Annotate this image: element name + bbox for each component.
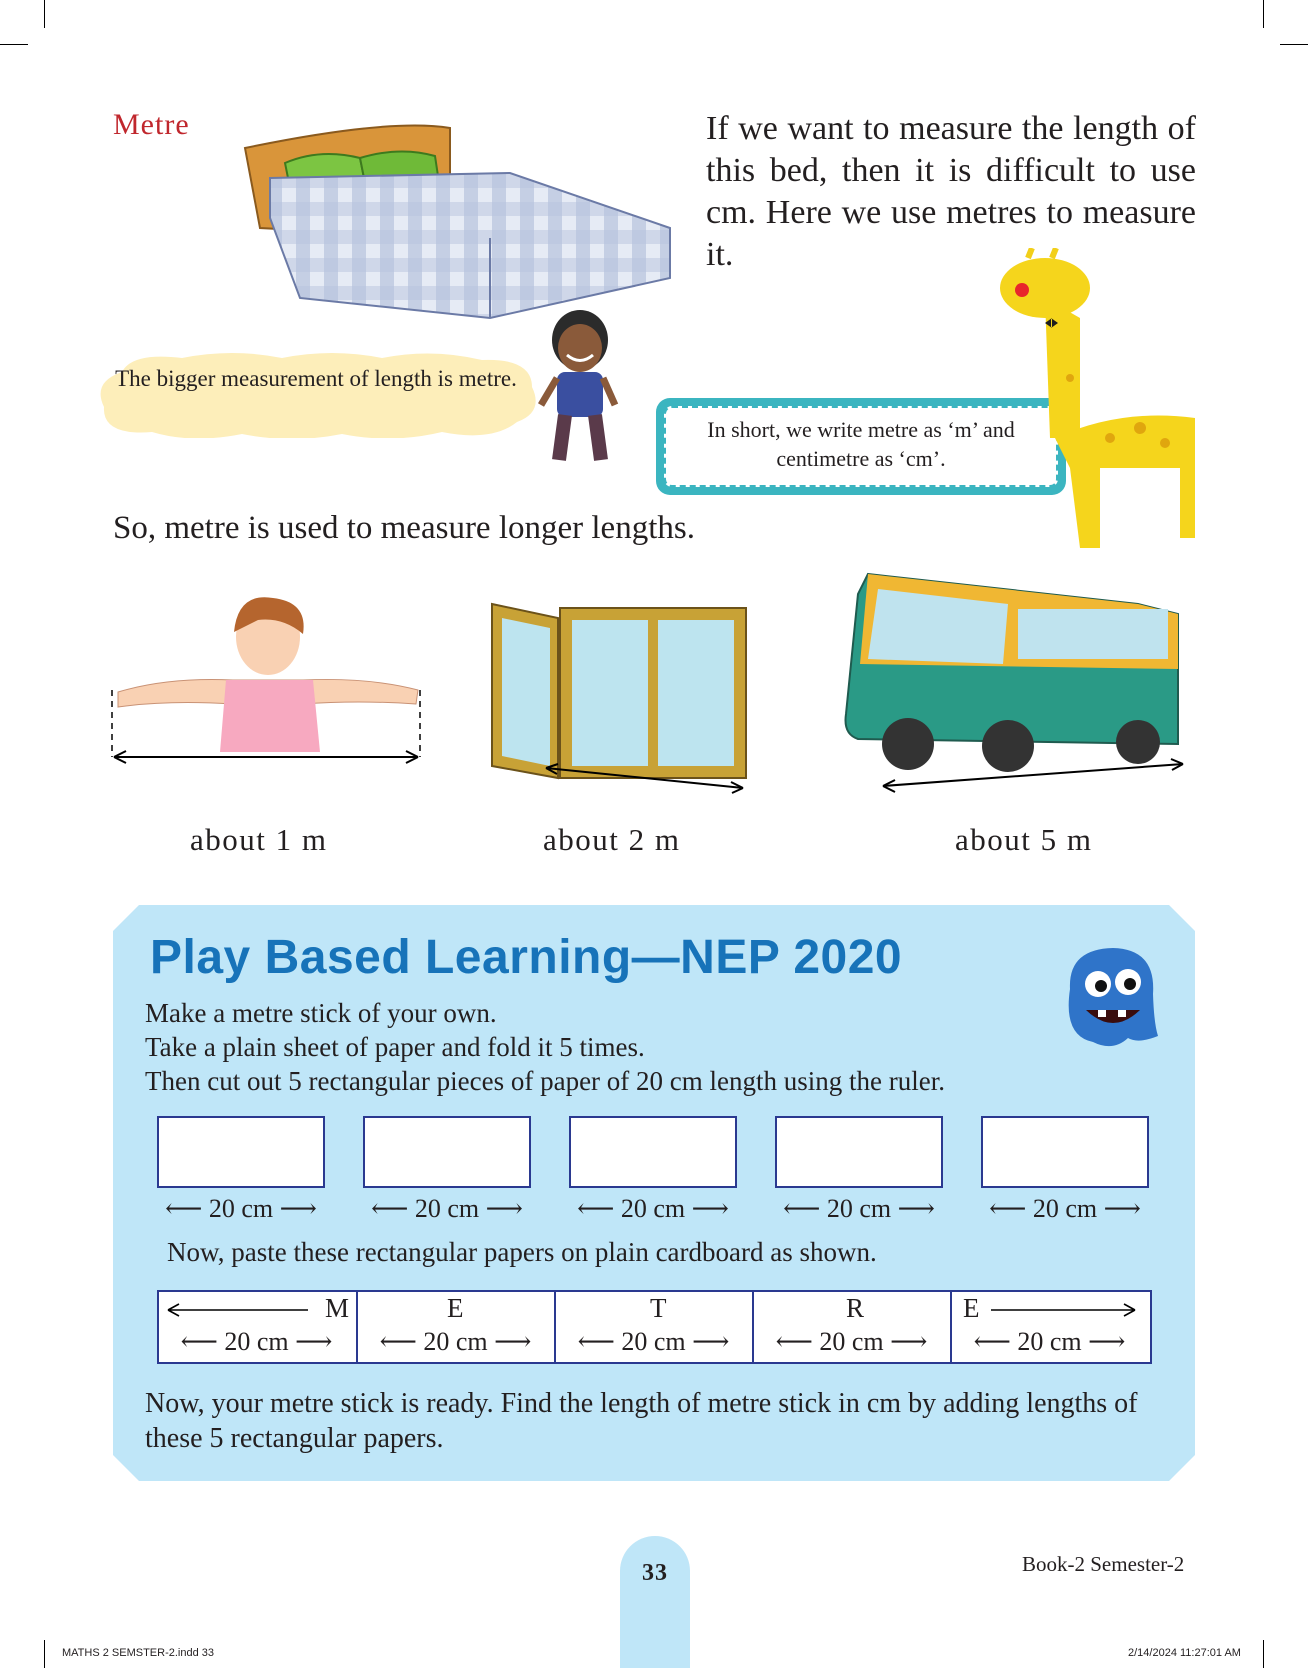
caption-5m: about 5 m [955, 822, 1093, 857]
step-line: Then cut out 5 rectangular pieces of paper of 20 cm length using the ruler. [145, 1066, 945, 1096]
arrow-left-icon: ⟵ [379, 1327, 417, 1356]
stick-letter: T [650, 1293, 667, 1323]
stick-label-text: 20 cm [621, 1327, 686, 1356]
section-title: Metre [113, 108, 190, 141]
stick-label [357, 1327, 554, 1357]
arrow-right-icon: ⟶ [295, 1327, 333, 1356]
crop-mark [1263, 1640, 1264, 1668]
arrow-right-icon: ⟶ [1088, 1327, 1126, 1356]
window-illustration [488, 598, 758, 798]
stick-label [555, 1327, 752, 1357]
paper-piece [981, 1116, 1149, 1188]
crop-mark [1280, 44, 1308, 45]
caption-1m: about 1 m [190, 822, 328, 857]
paste-instruction: Now, paste these rectangular papers on plain cardboard as shown. [167, 1237, 877, 1267]
arrow-right-icon: ⟶ [485, 1194, 523, 1223]
piece-label-text: 20 cm [208, 1194, 274, 1223]
blue-mascot-icon [1058, 944, 1162, 1054]
stick-letter: E [447, 1293, 464, 1323]
child-arms-illustration [108, 592, 428, 767]
arrow-left-icon: ⟵ [577, 1194, 615, 1223]
short-note-text: In short, we write metre as ‘m’ and centimetre as ‘cm’. [707, 417, 1015, 471]
page-number: 33 [642, 1560, 668, 1586]
arrow-left-icon: ⟵ [165, 1194, 203, 1223]
arrow-left-icon: ⟵ [973, 1327, 1011, 1356]
caption-2m: about 2 m [543, 822, 681, 857]
arrow-left-icon: ⟵ [180, 1327, 218, 1356]
arrow-left-icon: ⟵ [775, 1327, 813, 1356]
arrow-right-icon: ⟶ [691, 1194, 729, 1223]
activity-title: Play Based Learning—NEP 2020 [150, 931, 903, 984]
piece-label [568, 1194, 738, 1224]
piece-label [156, 1194, 326, 1224]
paper-piece [775, 1116, 943, 1188]
stick-label-text: 20 cm [819, 1327, 884, 1356]
final-instruction: Now, your metre stick is ready. Find the length of metre stick in cm by adding lengths of these 5 rectangular papers. [145, 1388, 1138, 1454]
crop-mark [0, 44, 28, 45]
cloud-note: The bigger measurement of length is metre. [115, 366, 517, 391]
piece-label-text: 20 cm [1032, 1194, 1098, 1223]
boy-illustration [535, 310, 625, 470]
arrow-right-icon: ⟶ [890, 1327, 928, 1356]
crop-mark [1263, 0, 1264, 28]
arrow-right-icon: ⟶ [1103, 1194, 1141, 1223]
stick-label [158, 1327, 355, 1357]
stick-label-text: 20 cm [1017, 1327, 1082, 1356]
arrow-right-icon: ⟶ [692, 1327, 730, 1356]
crop-mark [44, 1640, 45, 1668]
step-line: Take a plain sheet of paper and fold it 5 times. [145, 1032, 645, 1062]
arrow-left-icon: ⟵ [783, 1194, 821, 1223]
stick-label [951, 1327, 1148, 1357]
stick-letter: R [846, 1293, 865, 1323]
arrow-right-icon: ⟶ [494, 1327, 532, 1356]
metre-sentence: So, metre is used to measure longer lengths. [113, 510, 695, 546]
stick-label-text: 20 cm [423, 1327, 488, 1356]
bed-illustration [240, 118, 680, 333]
arrow-right-icon: ⟶ [897, 1194, 935, 1223]
stick-letter: E [963, 1293, 980, 1323]
piece-label [980, 1194, 1150, 1224]
arrow-left-icon: ⟵ [371, 1194, 409, 1223]
page-number-tab [620, 1536, 690, 1668]
piece-label-text: 20 cm [826, 1194, 892, 1223]
piece-label-text: 20 cm [620, 1194, 686, 1223]
paper-piece [569, 1116, 737, 1188]
stick-label [753, 1327, 950, 1357]
activity-steps [145, 996, 945, 1098]
piece-label-text: 20 cm [414, 1194, 480, 1223]
arrow-left-icon: ⟵ [577, 1327, 615, 1356]
piece-label [774, 1194, 944, 1224]
intro-paragraph: If we want to measure the length of this bed, then it is difficult to use cm. Here we use metres to measure it. [706, 110, 1196, 273]
paper-piece [157, 1116, 325, 1188]
arrow-left-icon: ⟵ [989, 1194, 1027, 1223]
bus-illustration [838, 564, 1193, 804]
crop-mark [44, 0, 45, 28]
stick-label-text: 20 cm [224, 1327, 289, 1356]
book-label: Book-2 Semester-2 [1022, 1552, 1185, 1576]
giraffe-illustration [1000, 248, 1200, 548]
piece-label [362, 1194, 532, 1224]
slug-file: MATHS 2 SEMSTER-2.indd 33 [62, 1647, 215, 1659]
stick-letter: M [325, 1293, 350, 1323]
slug-date: 2/14/2024 11:27:01 AM [1128, 1647, 1241, 1659]
paper-piece [363, 1116, 531, 1188]
arrow-right-icon: ⟶ [279, 1194, 317, 1223]
step-line: Make a metre stick of your own. [145, 998, 497, 1028]
